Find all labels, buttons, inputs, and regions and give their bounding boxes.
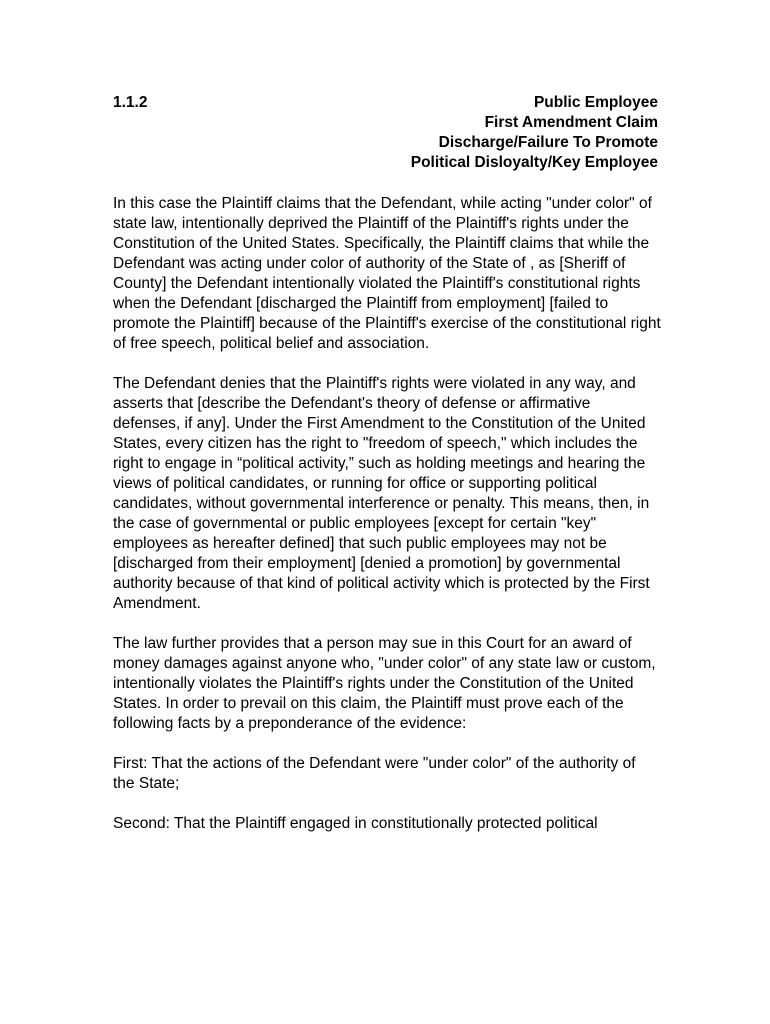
paragraph-plaintiff-claim: In this case the Plaintiff claims that the Defendant, while acting "under color" of state law, intentionally deprived the Plaintiff of the Plaintiff's rights under the Constitution of the United States. Specifically, the Plaintiff claims that while the Defendant was acting under color of authority of the State of , as [Sheriff of County] the Defendant intentionally violated the Plaintiff's constitutional rights when the Defendant [discharged the Plaintiff from employment] [failed to promote the Plaintiff] because of the Plaintiff's exercise of the constitutional right of free speech, political belief and association. bbox=[113, 195, 661, 352]
section-number: 1.1.2 bbox=[113, 94, 148, 111]
document-body bbox=[113, 194, 661, 854]
instruction-title bbox=[411, 93, 658, 173]
paragraph-first-element: First: That the actions of the Defendant were "under color" of the authority of the State; bbox=[113, 755, 636, 792]
paragraph-defendant-denial: The Defendant denies that the Plaintiff's rights were violated in any way, and asserts that [describe the Defendant's theory of defense or affirmative defenses, if any]. Under the First Amendment to the Constitution of the United States, every citizen has the right to "freedom of speech," which includes the right to engage in “political activity,” such as holding meetings and hearing the views of political candidates, or running for office or supporting political candidates, without governmental interference or penalty. This means, then, in the case of governmental or public employees [except for certain "key" employees as hereafter defined] that such public employees may not be [discharged from their employment] [denied a promotion] by governmental authority because of that kind of political activity which is protected by the First Amendment. bbox=[113, 375, 650, 612]
paragraph-law-provides: The law further provides that a person may sue in this Court for an award of money damages against anyone who, "under color" of any state law or custom, intentionally violates the Plaintiff's rights under the Constitution of the United States. In order to prevail on this claim, the Plaintiff must prove each of the following facts by a preponderance of the evidence: bbox=[113, 635, 656, 732]
title-line-1: Public Employee bbox=[533, 94, 658, 111]
title-line-4: Political Disloyalty/Key Employee bbox=[410, 154, 658, 171]
title-line-3: Discharge/Failure To Promote bbox=[438, 134, 658, 151]
paragraph-second-element: Second: That the Plaintiff engaged in constitutionally protected political bbox=[113, 815, 598, 832]
title-line-2: First Amendment Claim bbox=[484, 114, 658, 131]
